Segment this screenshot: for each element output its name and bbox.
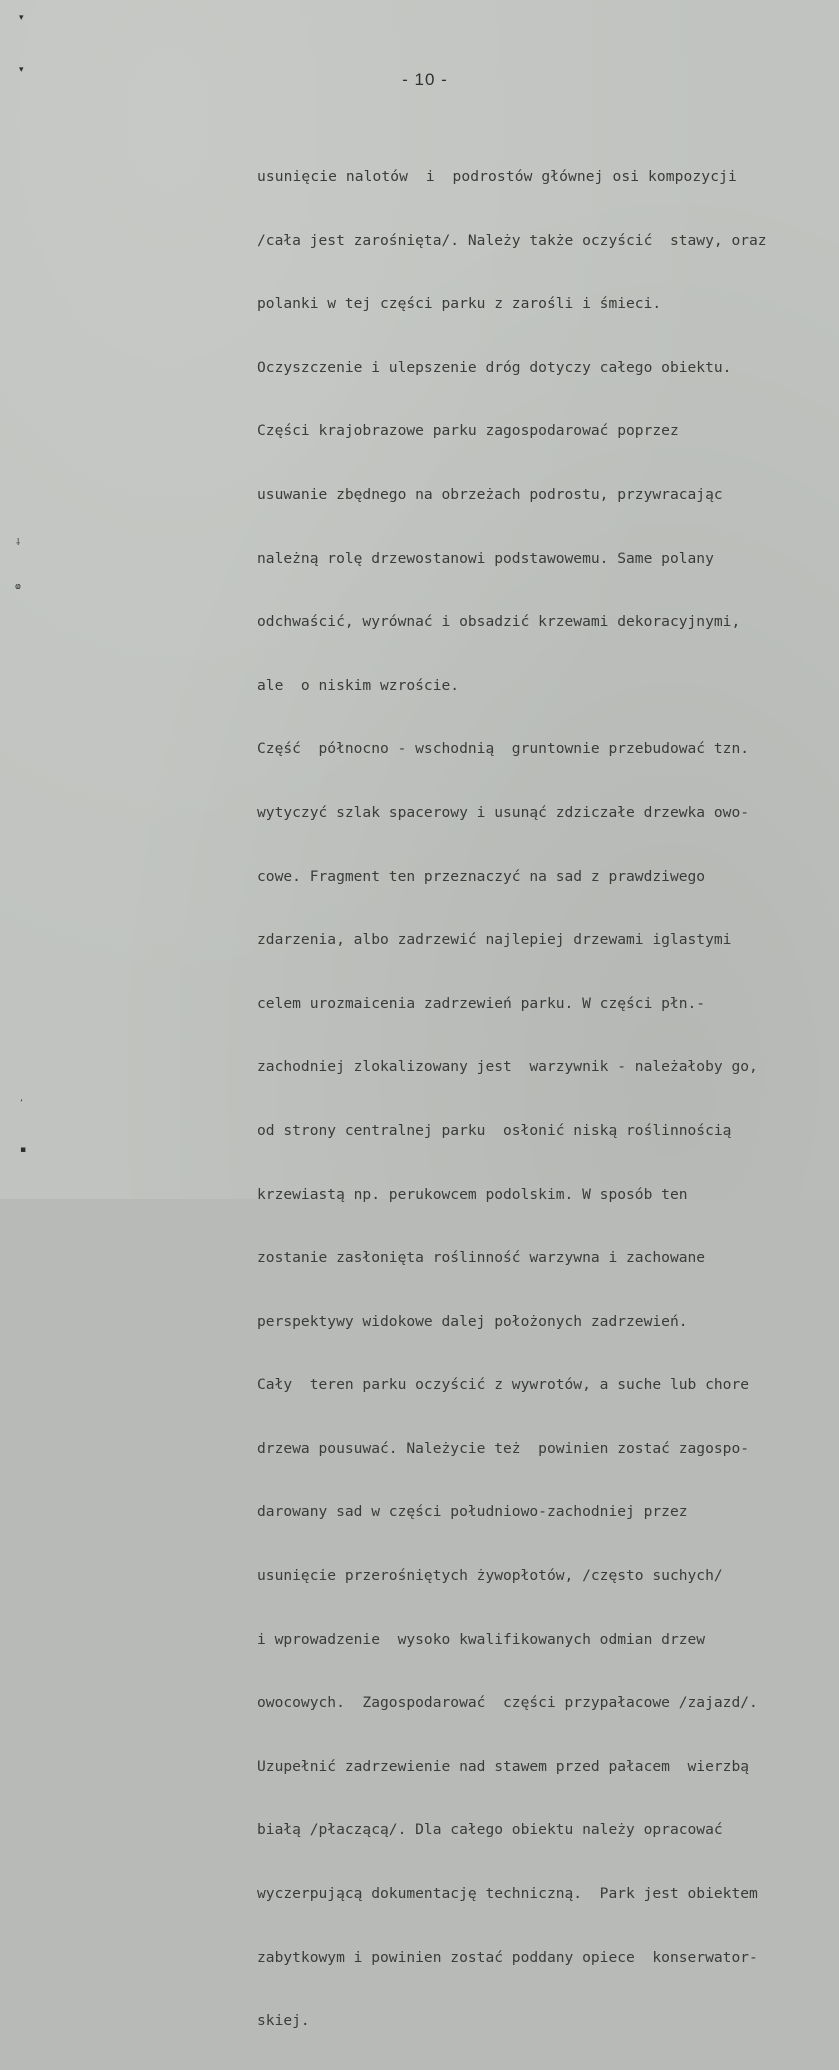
text-line: Części krajobrazowe parku zagospodarować poprzez	[257, 422, 679, 440]
text-line: usunięcie nalotów i podrostów głównej osi kompozycji	[257, 168, 737, 185]
text-line: polanki w tej części parku z zarośli i śmieci.	[257, 295, 662, 313]
margin-mark: ▪	[20, 1145, 27, 1155]
text-line: skiej.	[257, 2012, 310, 2030]
text-line: krzewiastą np. perukowcem podolskim. W sposób ten	[257, 1185, 688, 1203]
text-line: Cały teren parku oczyścić z wywrotów, a suche lub chore	[257, 1376, 750, 1394]
text-line: i wprowadzenie wysoko kwalifikowanych odmian drzew	[257, 1630, 706, 1648]
typed-text-body	[257, 128, 839, 2070]
text-line: /cała jest zarośnięta/. Należy także oczyścić stawy, oraz	[257, 231, 767, 249]
text-line: Uzupełnić zadrzewienie nad stawem przed pałacem wierzbą	[257, 1757, 750, 1775]
margin-mark: ▾	[19, 13, 24, 23]
text-line: owocowych. Zagospodarować części przypałacowe /zajazd/.	[257, 1694, 758, 1712]
margin-mark: ⱷ	[15, 582, 21, 592]
margin-mark: ʼ	[20, 1099, 23, 1109]
text-line: wyczerpującą dokumentację techniczną. Park jest obiektem	[257, 1885, 758, 1903]
text-line: darowany sad w części południowo-zachodniej przez	[257, 1503, 688, 1521]
text-line: białą /płaczącą/. Dla całego obiektu należy opracować	[257, 1821, 723, 1839]
text-line: od strony centralnej parku osłonić niską roślinnością	[257, 1121, 732, 1139]
text-line: odchwaścić, wyrównać i obsadzić krzewami dekoracyjnymi,	[257, 613, 741, 631]
text-line: zdarzenia, albo zadrzewić najlepiej drzewami iglastymi	[257, 931, 732, 949]
text-line: zabytkowym i powinien zostać poddany opiece konserwator-	[257, 1948, 758, 1966]
text-line: Część północno - wschodnią gruntownie przebudować tzn.	[257, 740, 750, 758]
text-line: Oczyszczenie i ulepszenie dróg dotyczy całego obiektu.	[257, 358, 732, 376]
text-line: celem urozmaicenia zadrzewień parku. W części płn.-	[257, 994, 706, 1012]
margin-mark: ⸸	[16, 538, 21, 548]
text-line: drzewa pousuwać. Należycie też powinien zostać zagospo-	[257, 1439, 750, 1457]
margin-mark: ▾	[19, 65, 24, 75]
text-line: cowe. Fragment ten przeznaczyć na sad z prawdziwego	[257, 867, 706, 885]
text-line: ale o niskim wzroście.	[257, 676, 460, 694]
text-line: zostanie zasłonięta roślinność warzywna i zachowane	[257, 1249, 706, 1267]
text-line: usuwanie zbędnego na obrzeżach podrostu, przywracając	[257, 485, 723, 503]
text-line: zachodniej zlokalizowany jest warzywnik - należałoby go,	[257, 1058, 758, 1076]
text-line: należną rolę drzewostanowi podstawowemu. Same polany	[257, 549, 714, 567]
text-line: perspektywy widokowe dalej położonych zadrzewień.	[257, 1312, 688, 1330]
text-line: usunięcie przerośniętych żywopłotów, /często suchych/	[257, 1567, 723, 1585]
text-line: wytyczyć szlak spacerowy i usunąć zdziczałe drzewka owo-	[257, 803, 750, 821]
page-number: - 10 -	[402, 70, 448, 89]
